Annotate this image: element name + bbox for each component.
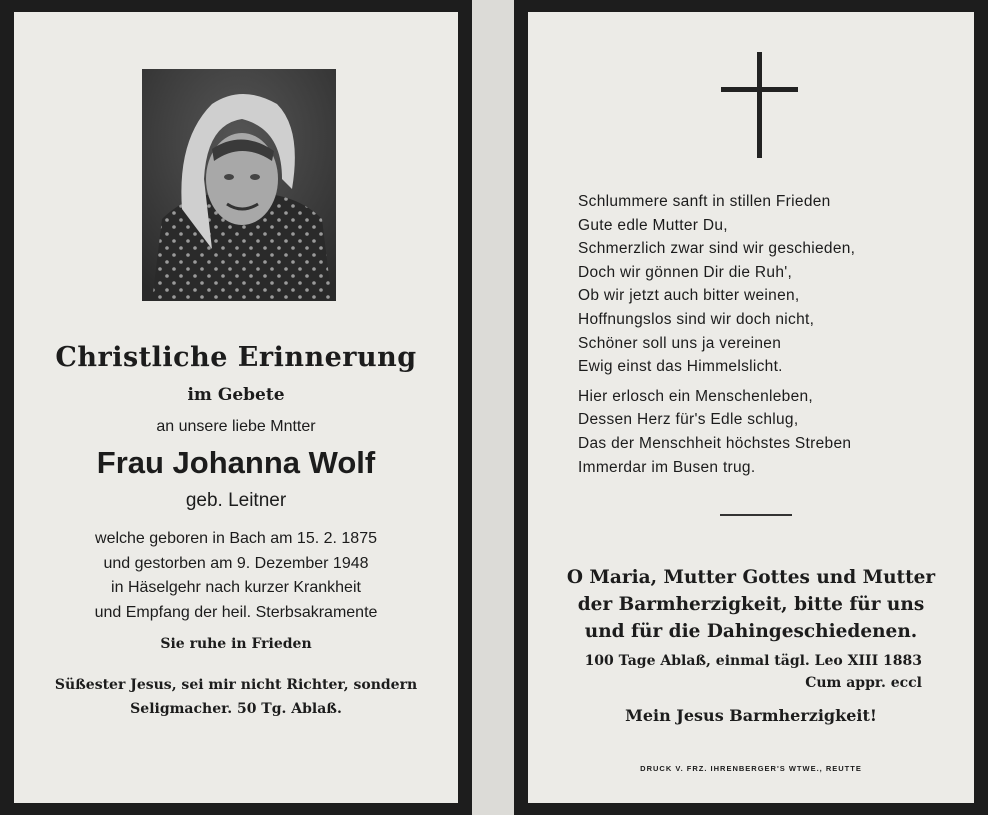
poem-stanza-2 <box>578 385 855 479</box>
indulgence-note <box>585 650 922 694</box>
poem-line: Doch wir gönnen Dir die Ruh', <box>578 263 793 281</box>
prayer-line: Seligmacher. 50 Tg. Ablaß. <box>130 701 342 717</box>
cross-icon <box>757 52 762 158</box>
poem-line: Schöner soll uns ja vereinen <box>578 334 782 352</box>
indulgence-line: Cum appr. eccl <box>805 675 922 691</box>
closing-prayer: Mein Jesus Barmherzigkeit! <box>625 706 877 725</box>
indulgence-line: 100 Tage Ablaß, einmal tägl. Leo XIII 1883 <box>584 653 922 669</box>
right-memorial-card <box>514 0 988 815</box>
poem-line: Das der Menschheit höchstes Streben <box>578 434 852 452</box>
poem-line: Schlummere sanft in stillen Frieden <box>578 193 831 210</box>
bio-line: und gestorben am 9. Dezember 1948 <box>103 554 369 572</box>
card-subtitle: im Gebete <box>187 385 285 405</box>
bio-line: welche geboren in Bach am 15. 2. 1875 <box>95 530 377 547</box>
divider <box>720 514 792 516</box>
maria-prayer <box>548 564 954 645</box>
card-title: Christliche Erinnerung <box>55 342 417 373</box>
bio-line: in Häselgehr nach kurzer Krankheit <box>111 579 361 596</box>
maria-line: der Barmherzigkeit, bitte für uns <box>577 594 925 615</box>
poem-line: Ob wir jetzt auch bitter weinen, <box>578 287 800 305</box>
maria-line: und für die Dahingeschiedenen. <box>584 621 918 642</box>
left-memorial-card <box>0 0 472 815</box>
memorial-poem <box>578 190 855 485</box>
dedication-line: an unsere liebe Mntter <box>156 418 316 435</box>
portrait-image <box>142 69 336 301</box>
poem-line: Ewig einst das Himmelslicht. <box>578 358 783 376</box>
cross-icon-bar <box>721 87 798 92</box>
poem-line: Immerdar im Busen trug. <box>578 458 756 476</box>
maria-line: O Maria, Mutter Gottes und Mutter <box>566 567 936 588</box>
bio-line: und Empfang der heil. Sterbsakramente <box>94 603 378 621</box>
left-card-paper <box>14 12 458 803</box>
printer-imprint: DRUCK V. FRZ. IHRENBERGER'S WTWE., REUTTE <box>640 764 862 773</box>
deceased-name: Frau Johanna Wolf <box>96 445 376 480</box>
jesus-prayer <box>14 673 458 721</box>
portrait-photo <box>142 69 336 301</box>
poem-line: Dessen Herz für's Edle schlug, <box>578 411 799 429</box>
poem-line: Hier erlosch ein Menschenleben, <box>578 387 814 405</box>
poem-stanza-1 <box>578 190 855 379</box>
prayer-line: Süßester Jesus, sei mir nicht Richter, sondern <box>54 677 418 693</box>
poem-line: Schmerzlich zwar sind wir geschieden, <box>578 240 856 258</box>
poem-line: Hoffnungslos sind wir doch nicht, <box>578 310 815 328</box>
poem-line: Gute edle Mutter Du, <box>578 216 728 234</box>
maiden-name: geb. Leitner <box>185 490 287 511</box>
right-card-paper <box>528 12 974 803</box>
card-gap <box>472 0 514 815</box>
biography-text <box>14 527 458 625</box>
rest-in-peace: Sie ruhe in Frieden <box>160 636 312 652</box>
